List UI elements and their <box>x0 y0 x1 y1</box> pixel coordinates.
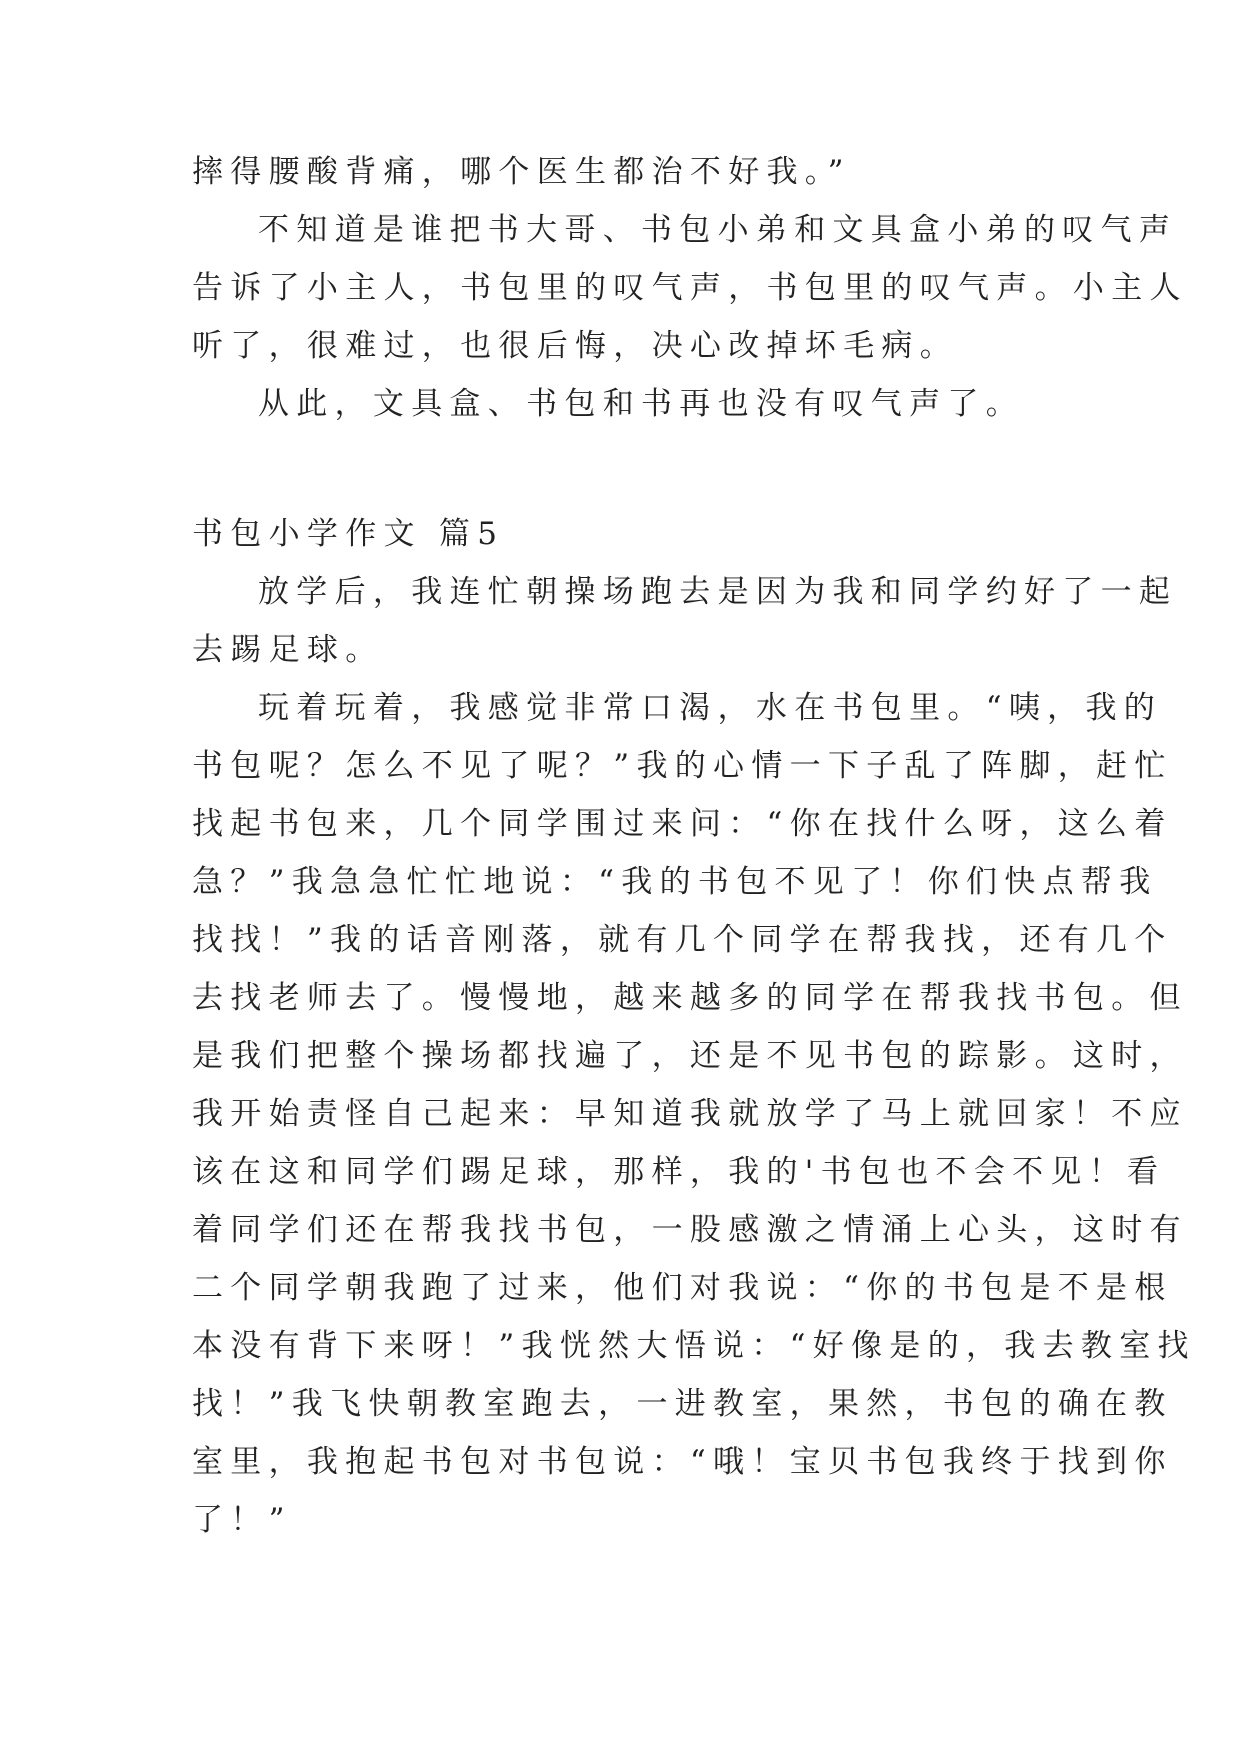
paragraph-line: 室里，我抱起书包对书包说：“哦！宝贝书包我终于找到你 <box>192 1444 1173 1480</box>
paragraph-line: 了！” <box>192 1502 292 1538</box>
paragraph-line: 从此，文具盒、书包和书再也没有叹气声了。 <box>258 386 1024 422</box>
paragraph-line: 告诉了小主人，书包里的叹气声，书包里的叹气声。小主人 <box>192 270 1188 306</box>
section-heading: 书包小学作文 篇5 <box>192 516 505 552</box>
paragraph-line: 找！”我飞快朝教室跑去，一进教室，果然，书包的确在教 <box>192 1386 1173 1422</box>
paragraph-line: 不知道是谁把书大哥、书包小弟和文具盒小弟的叹气声 <box>258 212 1178 248</box>
paragraph-line: 找找！”我的话音刚落，就有几个同学在帮我找，还有几个 <box>192 922 1173 958</box>
paragraph-line: 摔得腰酸背痛，哪个医生都治不好我。” <box>192 154 851 190</box>
paragraph-line: 去踢足球。 <box>192 632 384 668</box>
paragraph-line: 是我们把整个操场都找遍了，还是不见书包的踪影。这时， <box>192 1038 1188 1074</box>
paragraph-line: 放学后，我连忙朝操场跑去是因为我和同学约好了一起 <box>258 574 1178 610</box>
paragraph-line: 去找老师去了。慢慢地，越来越多的同学在帮我找书包。但 <box>192 980 1188 1016</box>
paragraph-line: 找起书包来，几个同学围过来问：“你在找什么呀，这么着 <box>192 806 1173 842</box>
paragraph-line: 书包呢？怎么不见了呢？”我的心情一下子乱了阵脚，赶忙 <box>192 748 1173 784</box>
paragraph-line: 二个同学朝我跑了过来，他们对我说：“你的书包是不是根 <box>192 1270 1173 1306</box>
paragraph-line: 着同学们还在帮我找书包，一股感激之情涌上心头，这时有 <box>192 1212 1188 1248</box>
paragraph-line: 急？”我急急忙忙地说：“我的书包不见了！你们快点帮我 <box>192 864 1158 900</box>
paragraph-line: 玩着玩着，我感觉非常口渴，水在书包里。“咦，我的 <box>258 690 1163 726</box>
paragraph-line: 听了，很难过，也很后悔，决心改掉坏毛病。 <box>192 328 958 364</box>
paragraph-line: 本没有背下来呀！”我恍然大悟说：“好像是的，我去教室找 <box>192 1328 1196 1364</box>
paragraph-line: 该在这和同学们踢足球，那样，我的'书包也不会不见！看 <box>192 1154 1166 1190</box>
paragraph-line: 我开始责怪自己起来：早知道我就放学了马上就回家！不应 <box>192 1096 1188 1132</box>
